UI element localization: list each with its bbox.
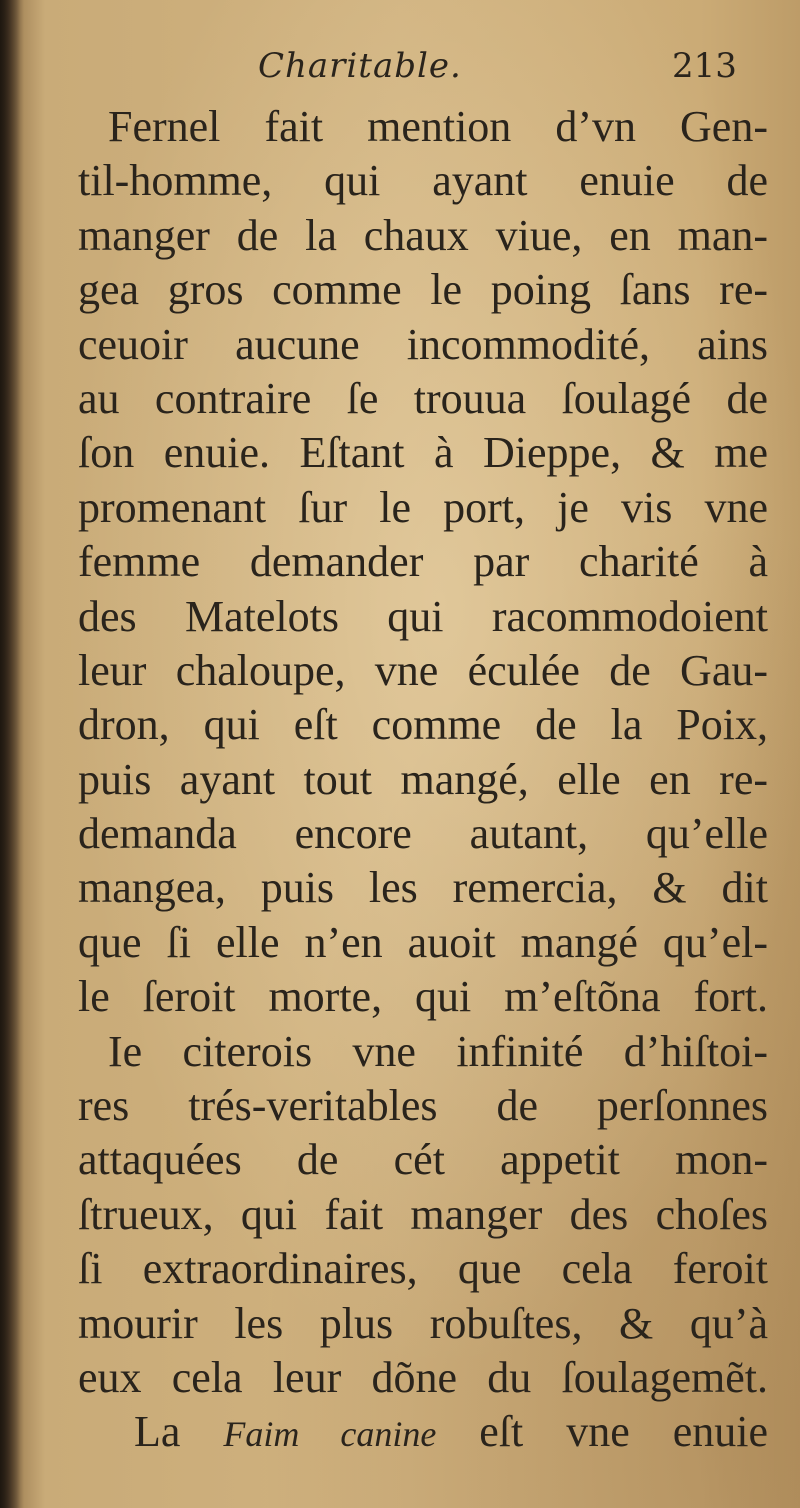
page-number: 213 bbox=[672, 46, 737, 86]
page-header bbox=[0, 46, 800, 98]
text-line: ceuoir aucune incommodité, ains bbox=[78, 319, 768, 369]
text-line: au contraire ſe trouua ſoulagé de bbox=[78, 373, 768, 423]
text-line: dron, qui eſt comme de la Poix, bbox=[78, 700, 768, 750]
text-line: gea gros comme le poing ſans re- bbox=[78, 265, 768, 315]
text-line: le ſeroit morte, qui m’eſtõna fort. bbox=[78, 972, 768, 1022]
text-line: res trés-veritables de perſonnes bbox=[78, 1081, 768, 1131]
text-line: mourir les plus robuſtes, & qu’à bbox=[78, 1298, 768, 1348]
text-line: ſon enuie. Eſtant à Dieppe, & me bbox=[78, 428, 768, 478]
text-line: Fernel fait mention d’vn Gen- bbox=[108, 102, 768, 151]
text-line: Ie citerois vne infinité d’hiſtoi- bbox=[108, 1026, 768, 1076]
text-line: manger de la chaux viue, en man- bbox=[78, 210, 768, 260]
text-line: femme demander par charité à bbox=[78, 537, 768, 587]
text-line: eux cela leur dõne du ſoulagemẽt. bbox=[78, 1352, 768, 1402]
text-line: til-homme, qui ayant enuie de bbox=[78, 156, 768, 206]
final-line-tail: eſt vne enuie bbox=[436, 1407, 768, 1457]
text-line: promenant ſur le port, je vis vne bbox=[78, 482, 768, 532]
body-text bbox=[78, 100, 768, 1460]
text-line: leur chaloupe, vne éculée de Gau- bbox=[78, 645, 768, 695]
text-line: que ſi elle n’en auoit mangé qu’el- bbox=[78, 917, 768, 967]
text-line: ſi extraordinaires, que cela feroit bbox=[78, 1244, 768, 1294]
text-line: des Matelots qui racommodoient bbox=[78, 591, 768, 641]
binding-gutter-shadow bbox=[0, 0, 24, 1508]
text-line: demanda encore autant, qu’elle bbox=[78, 809, 768, 859]
text-line: puis ayant tout mangé, elle en re- bbox=[78, 754, 768, 804]
text-line-last bbox=[78, 1405, 768, 1459]
text-line: attaquées de cét appetit mon- bbox=[78, 1135, 768, 1185]
running-title: Charitable. bbox=[258, 46, 462, 86]
text-line: mangea, puis les remercia, & dit bbox=[78, 863, 768, 913]
final-line-lead: La bbox=[134, 1407, 224, 1457]
italic-term: Faim canine bbox=[223, 1414, 437, 1455]
text-line: ſtrueux, qui fait manger des choſes bbox=[78, 1189, 768, 1239]
